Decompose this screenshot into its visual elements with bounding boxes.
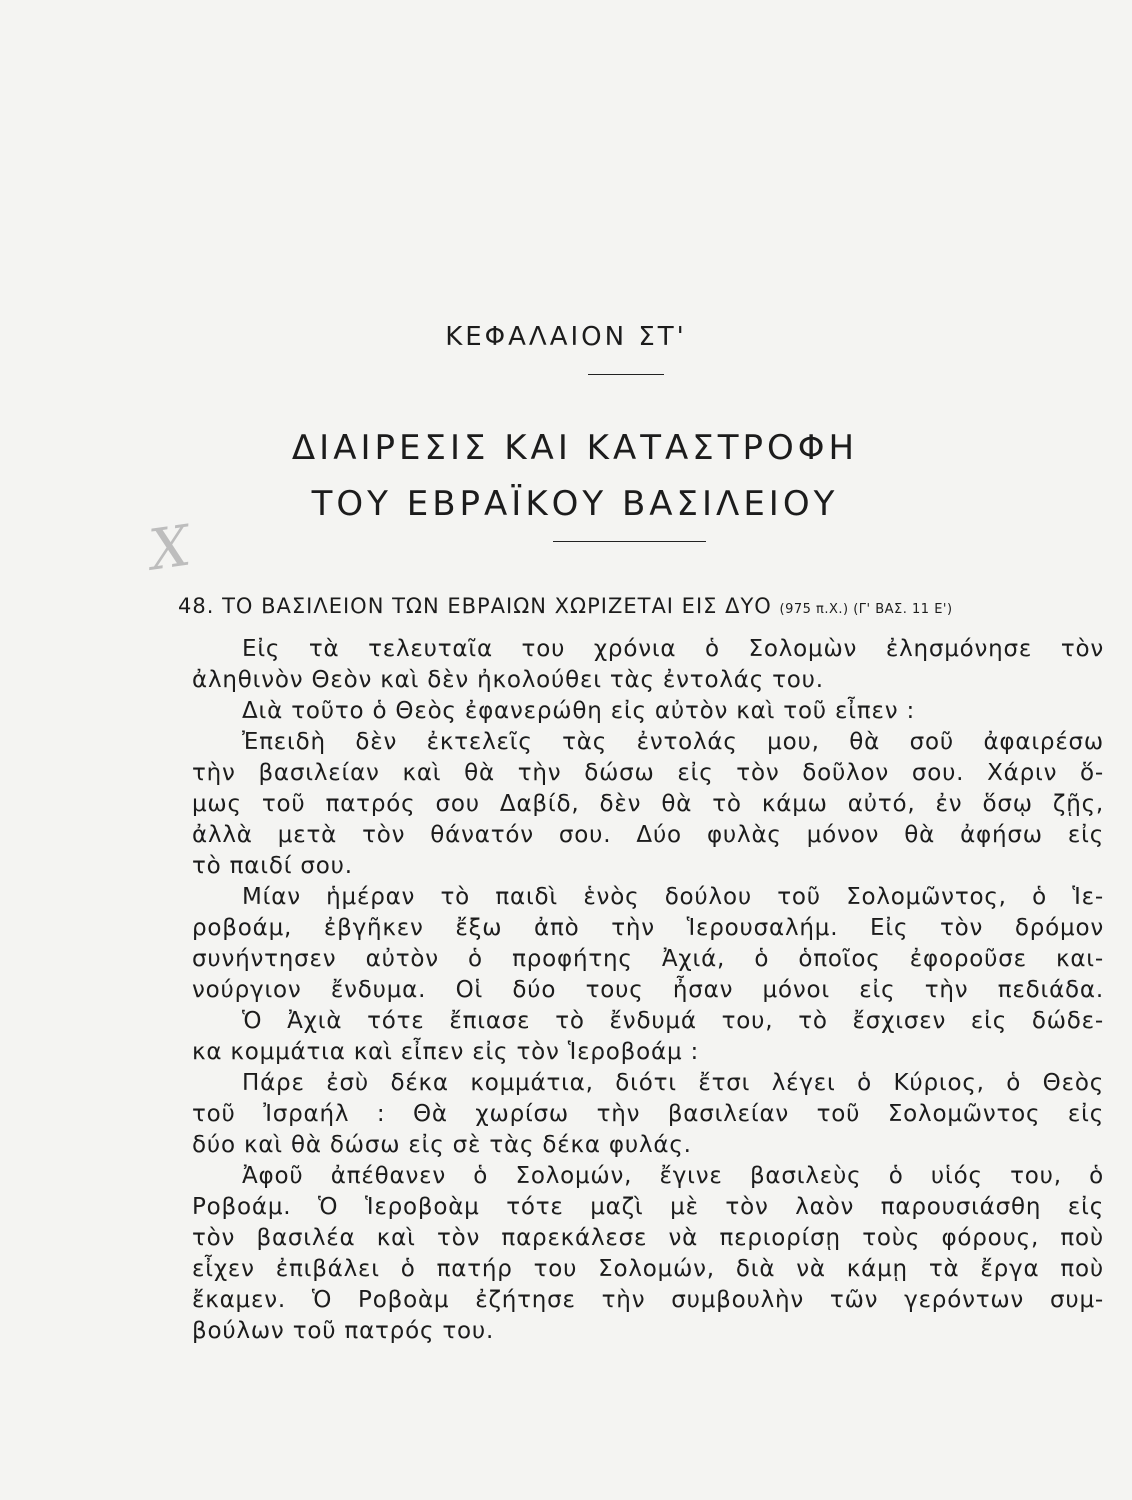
chapter-title-line-2: ΤΟΥ ΕΒΡΑΪΚΟΥ ΒΑΣΙΛΕΙΟΥ [311, 484, 839, 524]
body-line: Ἐπειδὴ δὲν ἐκτελεῖς τὰς ἐντολάς μου, θὰ σοῦ ἀφαιρέσω [242, 729, 1104, 755]
body-line: τὴν βασιλείαν καὶ θὰ τὴν δώσω εἰς τὸν δοῦλον σου. Χάριν ὅ- [192, 760, 1104, 786]
body-line: ἀλλὰ μετὰ τὸν θάνατόν σου. Δύο φυλὰς μόνον θὰ ἀφήσω εἰς [192, 822, 1104, 848]
chapter-divider [588, 374, 664, 375]
body-line: τοῦ Ἰσραήλ : Θὰ χωρίσω τὴν βασιλείαν τοῦ Σολομῶντος εἰς [192, 1101, 1104, 1127]
section-heading-text: 48. ΤΟ ΒΑΣΙΛΕΙΟΝ ΤΩΝ ΕΒΡΑΙΩΝ ΧΩΡΙΖΕΤΑΙ ΕΙΣ ΔΥΟ [178, 594, 772, 618]
body-line: Ἀφοῦ ἀπέθανεν ὁ Σολομών, ἔγινε βασιλεὺς ὁ υἱός του, ὁ [242, 1163, 1104, 1189]
chapter-label: ΚΕΦΑΛΑΙΟΝ ΣΤ' [445, 322, 687, 352]
body-line: εἶχεν ἐπιβάλει ὁ πατήρ του Σολομών, διὰ νὰ κάμῃ τὰ ἔργα ποὺ [192, 1256, 1104, 1282]
title-divider [553, 541, 706, 542]
body-line: Εἰς τὰ τελευταῖα του χρόνια ὁ Σολομὼν ἐλησμόνησε τὸν [242, 636, 1104, 662]
body-line: ροβοάμ, ἐβγῆκεν ἔξω ἀπὸ τὴν Ἱερουσαλήμ. Εἰς τὸν δρόμον [192, 915, 1104, 941]
body-text [192, 634, 1104, 1347]
section-reference: (975 π.Χ.) (Γ' ΒΑΣ. 11 Ε') [779, 602, 953, 617]
body-line: ἀληθινὸν Θεὸν καὶ δὲν ἠκολούθει τὰς ἐντολάς του. [192, 667, 824, 693]
body-line: ἔκαμεν. Ὁ Ροβοὰμ ἐζήτησε τὴν συμβουλὴν τῶν γερόντων συμ- [192, 1287, 1104, 1313]
body-line: συνήντησεν αὐτὸν ὁ προφήτης Ἀχιά, ὁ ὁποῖος ἐφοροῦσε και- [192, 946, 1104, 972]
chapter-title [0, 420, 1132, 532]
body-line: Ροβοάμ. Ὁ Ἱεροβοὰμ τότε μαζὶ μὲ τὸν λαὸν παρουσιάσθη εἰς [192, 1194, 1104, 1220]
body-line: Διὰ τοῦτο ὁ Θεὸς ἐφανερώθη εἰς αὐτὸν καὶ τοῦ εἶπεν : [242, 698, 916, 724]
body-line: δύο καὶ θὰ δώσω εἰς σὲ τὰς δέκα φυλάς. [192, 1132, 692, 1158]
body-line: Πάρε ἐσὺ δέκα κομμάτια, διότι ἔτσι λέγει ὁ Κύριος, ὁ Θεὸς [242, 1070, 1104, 1096]
body-line: Μίαν ἡμέραν τὸ παιδὶ ἑνὸς δούλου τοῦ Σολομῶντος, ὁ Ἱε- [242, 884, 1104, 910]
body-line: μως τοῦ πατρός σου Δαβίδ, δὲν θὰ τὸ κάμω αὐτό, ἐν ὅσῳ ζῇς, [192, 791, 1104, 817]
body-line: τὸν βασιλέα καὶ τὸν παρεκάλεσε νὰ περιορίσῃ τοὺς φόρους, ποὺ [192, 1225, 1104, 1251]
body-line: Ὁ Ἀχιὰ τότε ἔπιασε τὸ ἔνδυμά του, τὸ ἔσχισεν εἰς δώδε- [242, 1008, 1104, 1034]
chapter-title-line-1: ΔΙΑΙΡΕΣΙΣ ΚΑΙ ΚΑΤΑΣΤΡΟΦΗ [291, 428, 859, 468]
body-line: νούργιον ἔνδυμα. Οἱ δύο τους ἦσαν μόνοι εἰς τὴν πεδιάδα. [192, 977, 1104, 1003]
margin-handwritten-mark: Χ [145, 513, 195, 584]
body-line: τὸ παιδί σου. [192, 853, 353, 879]
section-heading [178, 594, 1132, 618]
body-line: κα κομμάτια καὶ εἶπεν εἰς τὸν Ἱεροβοάμ : [192, 1039, 700, 1065]
body-line: βούλων τοῦ πατρός του. [192, 1318, 495, 1344]
